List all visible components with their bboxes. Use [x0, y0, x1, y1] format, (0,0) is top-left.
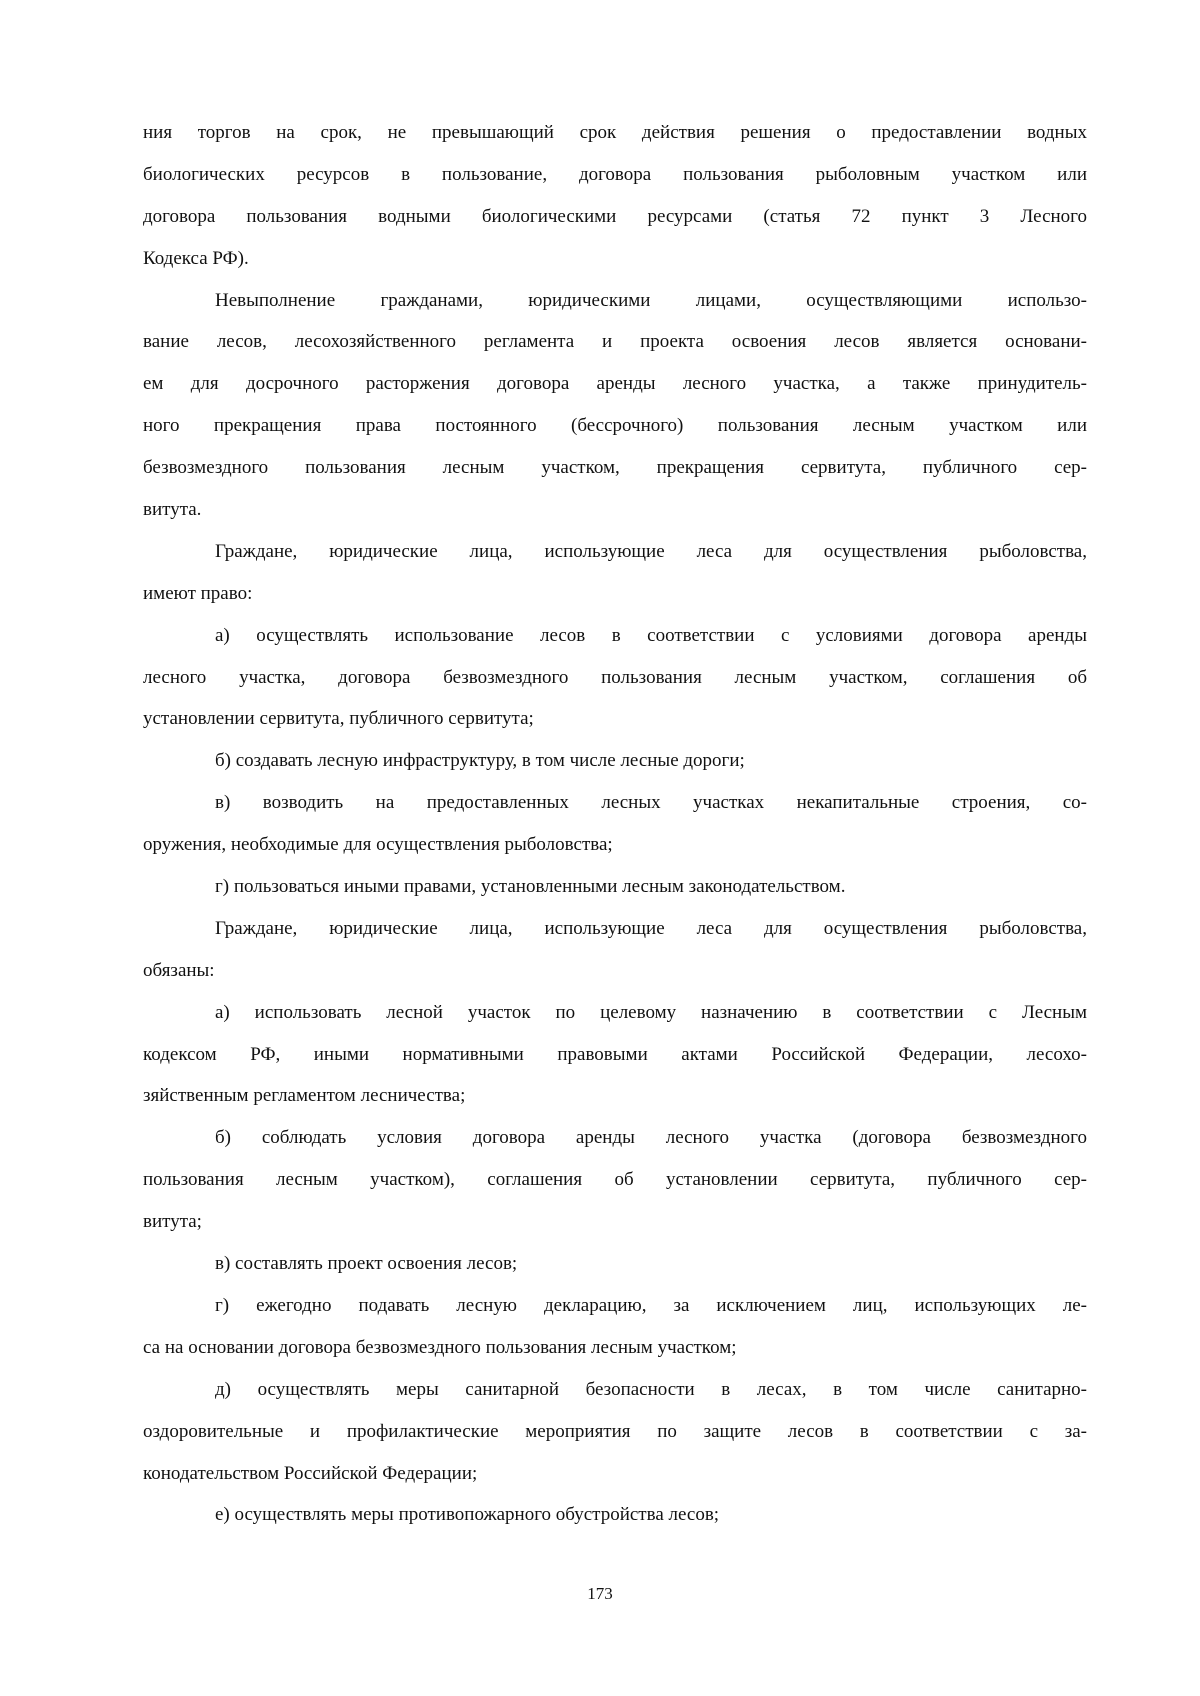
- document-body: [143, 112, 1087, 1536]
- paragraph: [143, 908, 1087, 992]
- text-line: Кодекса РФ).: [143, 247, 249, 269]
- text-line: оздоровительные и профилактические мероприятия по защите лесов в соответствии с за-: [143, 1420, 1087, 1442]
- text-line: зяйственным регламентом лесничества;: [143, 1085, 466, 1107]
- text-line: в) возводить на предоставленных лесных участках некапитальные строения, со-: [215, 792, 1087, 814]
- text-line: а) осуществлять использование лесов в соответствии с условиями договора аренды: [215, 624, 1087, 646]
- text-line: Граждане, юридические лица, использующие леса для осуществления рыболовства,: [215, 917, 1087, 939]
- text-line: ния торгов на срок, не превышающий срок действия решения о предоставлении водных: [143, 122, 1087, 143]
- text-line: имеют право:: [143, 582, 253, 604]
- paragraph: [143, 112, 1087, 280]
- text-line: кодексом РФ, иными нормативными правовыми актами Российской Федерации, лесохо-: [143, 1043, 1087, 1065]
- paragraph: [143, 740, 1087, 782]
- text-line: г) ежегодно подавать лесную декларацию, за исключением лиц, использующих ле-: [215, 1294, 1087, 1316]
- paragraph: [143, 1369, 1087, 1495]
- text-line: безвозмездного пользования лесным участком, прекращения сервитута, публичного сер-: [143, 457, 1087, 479]
- text-line: договора пользования водными биологическими ресурсами (статья 72 пункт 3 Лесного: [143, 205, 1087, 227]
- page-number: 173: [587, 1584, 613, 1603]
- text-line: Невыполнение гражданами, юридическими лицами, осуществляющими использо-: [215, 289, 1087, 311]
- paragraph: [143, 992, 1087, 1118]
- text-line: б) создавать лесную инфраструктуру, в том числе лесные дороги;: [215, 750, 745, 772]
- paragraph: [143, 531, 1087, 615]
- text-line: д) осуществлять меры санитарной безопасности в лесах, в том числе санитарно-: [215, 1378, 1087, 1400]
- paragraph: [143, 1243, 1087, 1285]
- paragraph: [143, 866, 1087, 908]
- text-line: са на основании договора безвозмездного пользования лесным участком;: [143, 1336, 737, 1358]
- paragraph: [143, 615, 1087, 741]
- text-line: а) использовать лесной участок по целевому назначению в соответствии с Лесным: [215, 1001, 1087, 1023]
- paragraph: [143, 1494, 1087, 1536]
- text-line: оружения, необходимые для осуществления рыболовства;: [143, 834, 613, 856]
- text-line: е) осуществлять меры противопожарного обустройства лесов;: [215, 1504, 720, 1526]
- text-line: обязаны:: [143, 959, 215, 981]
- document-page: [143, 112, 1087, 1536]
- text-line: конодательством Российской Федерации;: [143, 1462, 478, 1484]
- text-line: ного прекращения права постоянного (бессрочного) пользования лесным участком или: [143, 415, 1087, 437]
- text-line: лесного участка, договора безвозмездного пользования лесным участком, соглашения об: [143, 666, 1087, 688]
- text-line: г) пользоваться иными правами, установленными лесным законодательством.: [215, 876, 846, 898]
- paragraph: [143, 1285, 1087, 1369]
- text-line: в) составлять проект освоения лесов;: [215, 1253, 518, 1275]
- text-line: ем для досрочного расторжения договора аренды лесного участка, а также принудитель-: [143, 373, 1087, 395]
- text-line: витута;: [143, 1211, 202, 1233]
- paragraph: [143, 782, 1087, 866]
- text-line: б) соблюдать условия договора аренды лесного участка (договора безвозмездного: [215, 1127, 1087, 1149]
- paragraph: [143, 280, 1087, 531]
- text-line: биологических ресурсов в пользование, договора пользования рыболовным участком или: [143, 163, 1087, 185]
- paragraph: [143, 1117, 1087, 1243]
- text-line: установлении сервитута, публичного сервитута;: [143, 708, 534, 730]
- text-line: Граждане, юридические лица, использующие леса для осуществления рыболовства,: [215, 540, 1087, 562]
- text-line: витута.: [143, 499, 202, 521]
- text-line: вание лесов, лесохозяйственного регламента и проекта освоения лесов является основани-: [143, 331, 1087, 353]
- text-line: пользования лесным участком), соглашения об установлении сервитута, публичного сер-: [143, 1169, 1087, 1191]
